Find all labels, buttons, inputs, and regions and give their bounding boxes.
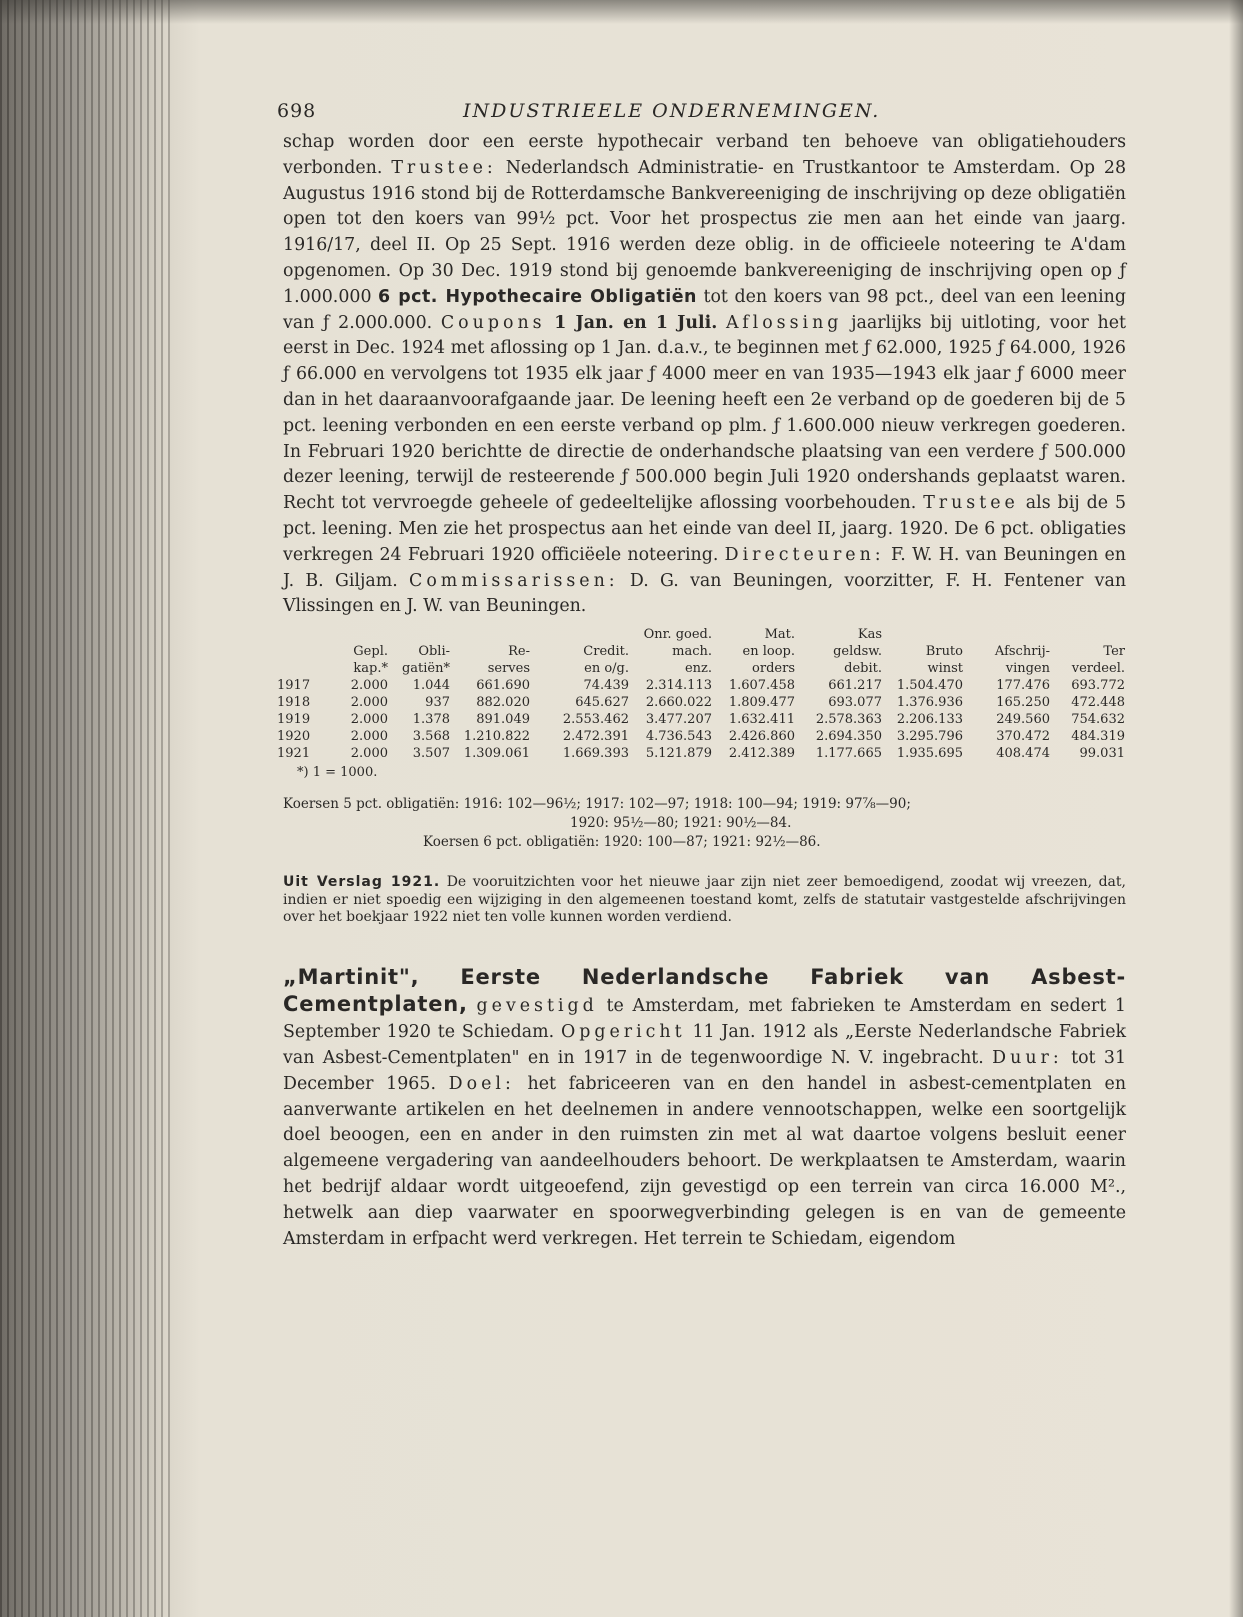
koersen-line-3: Koersen 6 pct. obligatiën: 1920: 100—87; 1921: 92½—86. — [423, 834, 821, 851]
table-header-cell: Onr. goed. — [643, 627, 712, 643]
table-cell: 1.376.936 — [896, 695, 963, 711]
table-cell: 74.439 — [583, 678, 629, 694]
table-header-cell: Afschrij- — [994, 644, 1050, 660]
table-cell: 472.448 — [1071, 695, 1125, 711]
table-cell: 177.476 — [996, 678, 1050, 694]
table-cell: 937 — [425, 695, 450, 711]
hypothecaire-label: 6 pct. Hypothecaire Obligatiën — [378, 286, 697, 307]
table-cell: 2.578.363 — [815, 712, 882, 728]
intro-text-2: Nederlandsch Administratie- en Trustkantoor te Amsterdam. Op 28 Augustus 1916 stond bij de Rotterdamsche Bankvereeniging de inschrijving op deze obligatiën open tot den koers van 99½ pct. Voor het prospectus zie men aan het einde van jaarg. 1916/17, deel II. Op 25 Sept. 1916 werden deze oblig. in de officieele noteering te A'dam opgenomen. Op 30 Dec. 1919 stond bij genoemde bankvereeniging de inschrijving open op — [283, 157, 1127, 281]
running-title: INDUSTRIEELE ONDERNEMINGEN. — [463, 100, 881, 122]
table-header-cell: Ter — [1103, 644, 1125, 660]
duur-label: Duur: — [992, 1048, 1063, 1069]
koersen-line-1: Koersen 5 pct. obligatiën: 1916: 102—96½; 1917: 102—97; 1918: 100—94; 1919: 97⅞—90; — [283, 796, 911, 813]
company-text-2: 11 Jan. 1912 als „Eerste Nederlandsche Fabriek van Asbest-Cementplaten" en in 1917 in de tegenwoordige N. V. ingebracht. — [283, 1022, 1127, 1069]
table-year-cell: 1921 — [277, 746, 311, 762]
page-header — [277, 96, 1126, 130]
intro-text-6: als bij de 5 pct. leening. Men zie het prospectus aan het einde van deel II, jaarg. 1920. De 6 pct. obligaties verkregen 24 Februari 1920 officiëele noteering. — [283, 493, 1127, 565]
table-cell: 2.472.391 — [562, 729, 629, 745]
table-cell: 1.632.411 — [728, 712, 795, 728]
doel-label: Doel: — [448, 1073, 515, 1094]
table-header-cell: geldsw. — [833, 644, 882, 660]
table-row — [277, 694, 1126, 711]
coupons-label: Coupons — [440, 312, 546, 333]
gevestigd-label: gevestigd — [476, 996, 598, 1017]
intro-text-1: schap worden door een eerste hypothecair verband ten behoeve van obligatiehouders verbonden. — [283, 132, 1126, 178]
table-cell: 1.809.477 — [728, 695, 795, 711]
table-header-cell: serves — [487, 661, 530, 677]
table-cell: 1.378 — [412, 712, 450, 728]
table-header-cell: debit. — [844, 661, 882, 677]
table-header-cell: Bruto — [925, 644, 963, 660]
table-cell: 1.044 — [412, 678, 450, 694]
intro-text-5: jaarlijks bij uitloting, voor het eerst in Dec. 1924 met aflossing op 1 Jan. d.a.v., te beginnen met ƒ 62.000, 1925 ƒ 64.000, 1926 ƒ 66.000 en vervolgens tot 1935 elk jaar ƒ 4000 meer en van 1935—1943 elk jaar ƒ 6000 meer dan in het daaraanvoorafgaande jaar. De leening heeft een 2e verband op de goederen bij de 5 pct. leening verbonden en een eerste verband op plm. ƒ 1.600.000 nieuw verkregen goederen. In Februari 1920 berichtte de directie de onderhandsche plaatsing van een verdere ƒ 500.000 dezer leening, terwijl de resteerende ƒ 500.000 begin Juli 1920 ondershands geplaatst waren. Recht tot vervroegde geheele of gedeeltelijke aflossing voorbehouden. — [283, 312, 1127, 514]
table-cell: 661.690 — [476, 678, 530, 694]
table-cell: 2.000 — [350, 678, 388, 694]
table-cell: 693.077 — [828, 695, 882, 711]
table-cell: 2.000 — [350, 746, 388, 762]
table-cell: 645.627 — [575, 695, 629, 711]
table-header-cell: mach. — [672, 644, 712, 660]
table-cell: 2.314.113 — [645, 678, 712, 694]
table-row — [277, 745, 1126, 762]
table-year-cell: 1917 — [277, 678, 311, 694]
table-cell: 370.472 — [996, 729, 1050, 745]
table-cell: 891.049 — [476, 712, 530, 728]
table-body — [277, 677, 1126, 762]
table-cell: 882.020 — [476, 695, 530, 711]
table-header-row-1 — [283, 626, 1126, 643]
table-cell: 1.669.393 — [562, 746, 629, 762]
intro-text-8: D. G. van Beuningen, voorzitter, F. H. Fentener van Vlissingen en J. W. van Beuningen. — [283, 570, 1127, 617]
table-cell: 1.210.822 — [463, 729, 530, 745]
table-cell: 2.660.022 — [645, 695, 712, 711]
table-cell: 249.560 — [996, 712, 1050, 728]
table-header-cell: Credit. — [583, 644, 629, 660]
page-content — [277, 96, 1127, 1252]
table-header-cell: kap.* — [353, 661, 388, 677]
table-header-cell: enz. — [684, 661, 712, 677]
table-cell: 2.000 — [350, 712, 388, 728]
table-cell: 165.250 — [996, 695, 1050, 711]
table-footnote: *) 1 = 1000. — [297, 765, 378, 781]
table-cell: 2.000 — [350, 695, 388, 711]
table-year-cell: 1920 — [277, 729, 311, 745]
financial-table — [277, 626, 1126, 781]
table-cell: 2.206.133 — [896, 712, 963, 728]
table-cell: 754.632 — [1071, 712, 1125, 728]
koersen-line-2: 1920: 95½—80; 1921: 90½—84. — [570, 815, 792, 832]
intro-text-7: F. W. H. van Beuningen en J. B. Giljam. — [283, 544, 1127, 591]
table-cell: 2.426.860 — [728, 729, 795, 745]
right-edge-shadow — [1229, 0, 1243, 1617]
table-header-cell: Obli- — [418, 644, 450, 660]
book-page-edges — [0, 0, 170, 1617]
company-entry — [283, 965, 1126, 1253]
table-header-cell: winst — [927, 661, 963, 677]
table-cell: 408.474 — [996, 746, 1050, 762]
company-name: „Martinit", Eerste Nederlandsche Fabriek van Asbest-Cementplaten, — [283, 964, 1126, 1017]
intro-paragraph — [283, 130, 1126, 620]
table-cell: 4.736.543 — [645, 729, 712, 745]
commissarissen-label: Commissarissen: — [409, 570, 619, 591]
table-header-cell: gatiën* — [401, 661, 450, 677]
intro-text-4: tot den koers van 98 pct., deel van een leening van ƒ 2.000.000. — [283, 286, 1126, 333]
table-row — [277, 728, 1126, 745]
verslag-text: De vooruitzichten voor het nieuwe jaar zijn niet zeer bemoedigend, zoodat wij vreezen, dat, indien er niet spoedig een wijziging in den algemeenen toestand komt, zelfs de statutair vastgestelde afschrijvingen over het boekjaar 1922 niet ten volle kunnen worden verdiend. — [283, 874, 1126, 926]
table-cell: 1.935.695 — [896, 746, 963, 762]
company-text-3: tot 31 December 1965. — [283, 1048, 1127, 1094]
table-header-row-2 — [283, 643, 1126, 660]
table-cell: 1.504.470 — [896, 678, 963, 694]
table-cell: 1.309.061 — [463, 746, 530, 762]
verslag-label: Uit Verslag 1921. — [283, 874, 441, 891]
table-year-cell: 1919 — [277, 712, 311, 728]
table-row — [277, 677, 1126, 694]
trustee-label: Trustee: — [391, 157, 497, 178]
table-header-cell: Re- — [508, 644, 530, 660]
table-cell: 1.607.458 — [728, 678, 795, 694]
table-row — [277, 711, 1126, 728]
table-cell: 484.319 — [1071, 729, 1125, 745]
table-header-cell: orders — [752, 661, 795, 677]
table-cell: 5.121.879 — [645, 746, 712, 762]
opgericht-label: Opgericht — [560, 1022, 686, 1043]
table-header-cell: vingen — [1005, 661, 1050, 677]
table-cell: 3.507 — [412, 746, 450, 762]
table-cell: 2.412.389 — [728, 746, 795, 762]
table-cell: 2.000 — [350, 729, 388, 745]
table-header-row-3 — [283, 660, 1126, 677]
table-cell: 3.568 — [412, 729, 450, 745]
table-header-cell: en o/g. — [584, 661, 629, 677]
table-cell: 661.217 — [828, 678, 882, 694]
company-text-1: te Amsterdam, met fabrieken te Amsterdam en sedert 1 September 1920 te Schiedam. — [283, 996, 1126, 1043]
page-number: 698 — [277, 100, 317, 122]
table-cell: 3.295.796 — [896, 729, 963, 745]
coupons-dates: 1 Jan. en 1 Juli. — [554, 312, 718, 333]
table-cell: 2.553.462 — [562, 712, 629, 728]
directeuren-label: Directeuren: — [724, 544, 885, 565]
table-cell: 99.031 — [1079, 746, 1125, 762]
intro-text-3: ƒ 1.000.000 — [283, 260, 1127, 307]
table-cell: 2.694.350 — [815, 729, 882, 745]
koersen-block — [283, 795, 1126, 852]
table-header-cell: verdeel. — [1071, 661, 1125, 677]
top-shadow — [0, 0, 1243, 24]
table-header-cell: Kas — [857, 627, 882, 643]
table-header-cell: Gepl. — [353, 644, 388, 660]
aflossing-label: Aflossing — [725, 312, 843, 333]
company-text-4: het fabriceeren van en den handel in asbest-cementplaten en aanverwante artikelen en het deelnemen in andere vennootschappen, welke een soortgelijk doel beoogen, een en ander in den ruimsten zin met al wat daartoe volgens besluit eener algemeene vergadering van aandeelhouders behoort. De werkplaatsen te Amsterdam, waarin het bedrijf aldaar wordt uitgeoefend, zijn gevestigd op een terrein van circa 16.000 M²., hetwelk aan diep vaarwater en spoorwegverbinding gelegen is en van de gemeente Amsterdam in erfpacht werd verkregen. Het terrein te Schiedam, eigendom — [283, 1073, 1127, 1249]
table-year-cell: 1918 — [277, 695, 311, 711]
verslag-paragraph — [283, 874, 1126, 927]
table-cell: 693.772 — [1071, 678, 1125, 694]
trustee-label-2: Trustee — [923, 493, 1019, 514]
table-cell: 3.477.207 — [645, 712, 712, 728]
table-header-cell: en loop. — [742, 644, 795, 660]
table-cell: 1.177.665 — [815, 746, 882, 762]
table-header-cell: Mat. — [764, 627, 795, 643]
